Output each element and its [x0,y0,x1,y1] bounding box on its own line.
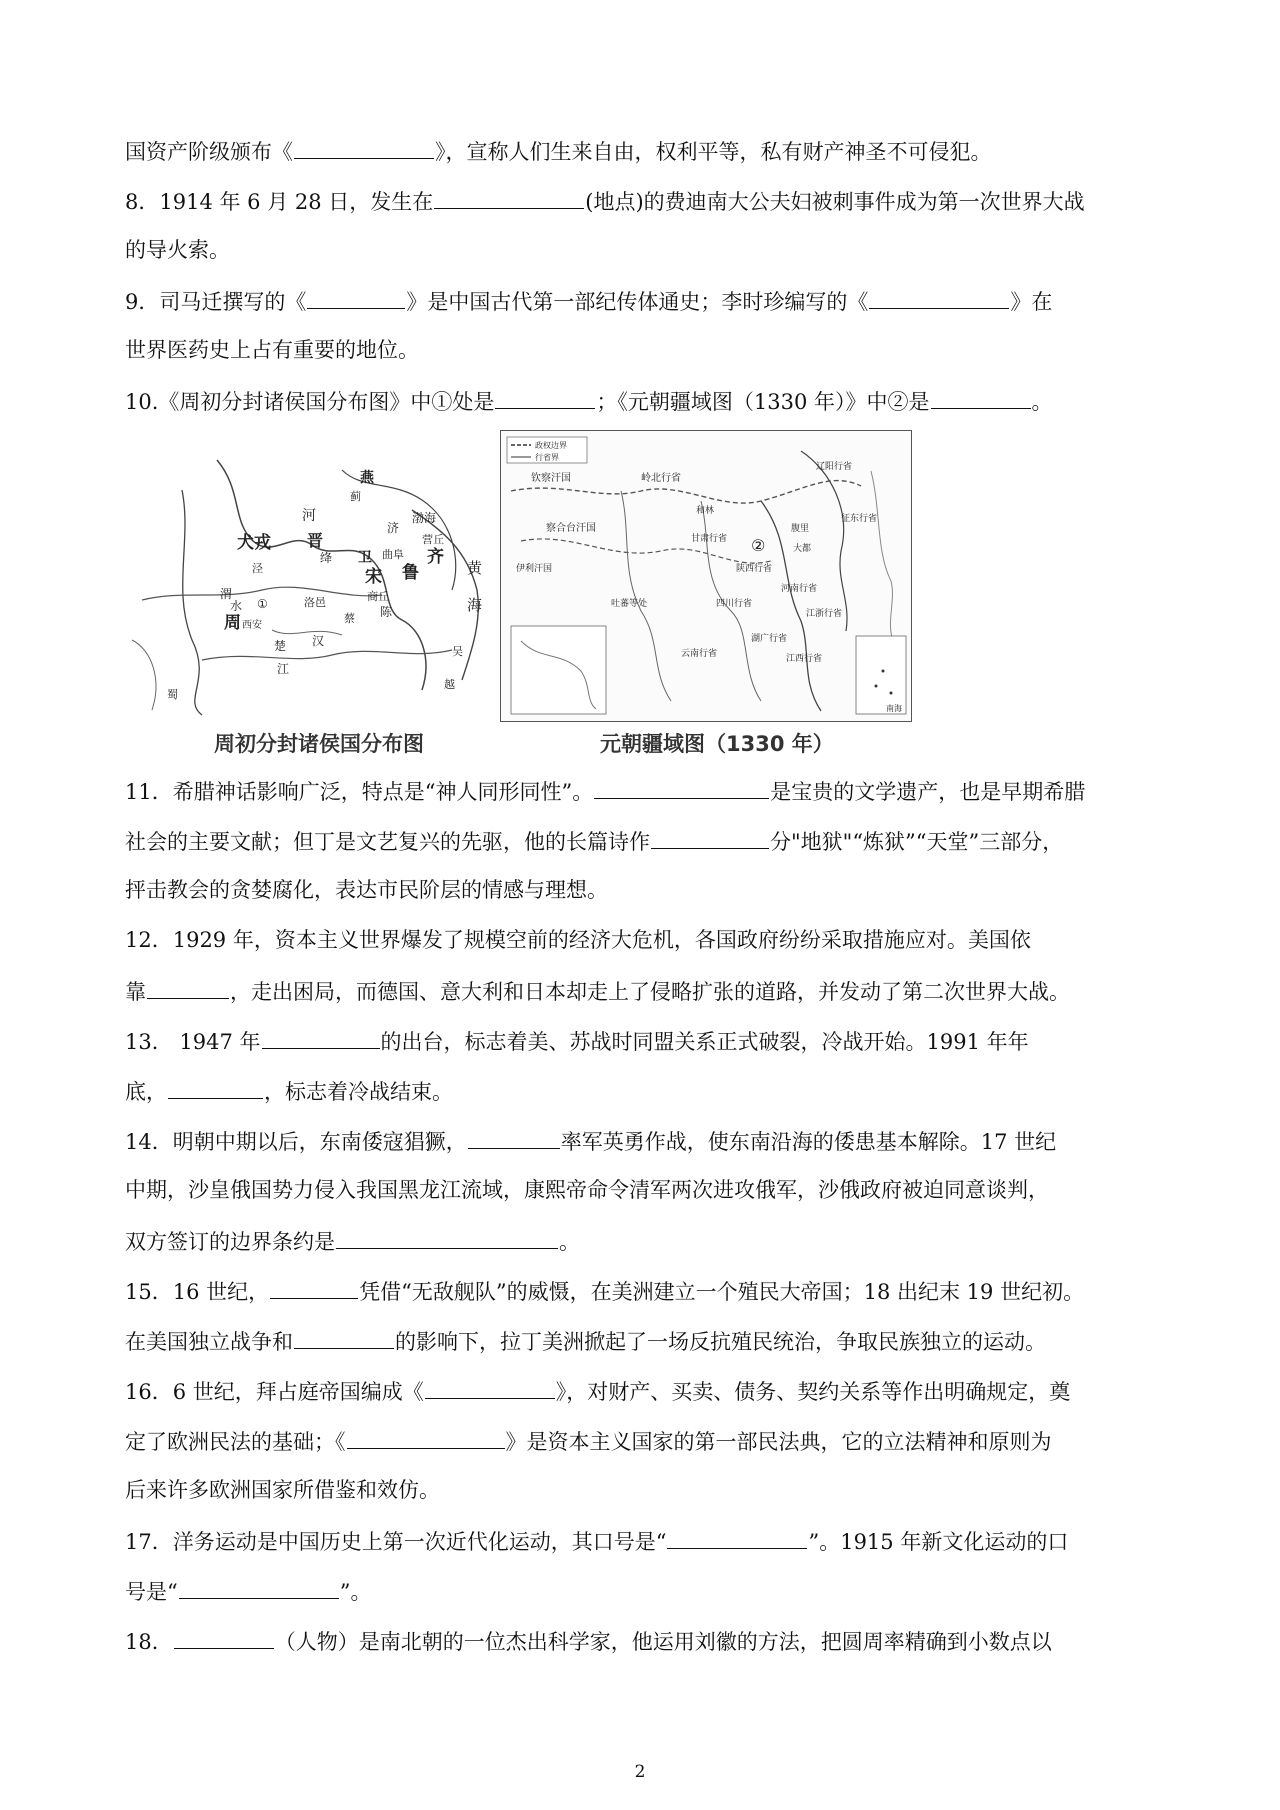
answer-blank[interactable] [336,1230,558,1249]
answer-blank[interactable] [667,1530,807,1549]
text-line [125,1230,580,1253]
yuan-map-label: 四川行省 [716,599,753,609]
text-segment: 》是中国古代第一部纪传体通史；李时珍编写的《 [406,290,869,314]
zhou-map-label: 黄 [467,559,483,577]
zhou-map-label: 楚 [274,639,287,653]
text-segment: 的影响下，拉丁美洲掀起了一场反抗殖民统治，争取民族独立的运动。 [395,1330,1046,1354]
text-line [125,1630,1052,1653]
yuan-map-label: 甘肃行省 [691,534,728,544]
text-segment: 后来许多欧洲国家所借鉴和效仿。 [125,1478,440,1502]
text-line [125,1430,1052,1453]
yuan-map-label: 江西行省 [786,654,823,664]
zhou-map-label: 渤海 [412,511,437,525]
text-segment: 。 [1031,390,1053,414]
zhou-map-drawing [122,450,490,720]
answer-blank[interactable] [270,1280,358,1299]
text-segment: 》，对财产、买卖、债务、契约关系等作出明确规定，奠 [555,1380,1071,1404]
text-segment: 16．6 世纪，拜占庭帝国编成《 [125,1380,424,1404]
zhou-map-label: 周 [224,613,241,633]
yuan-map-label: 湖广行省 [751,634,788,644]
zhou-map-label: 曲阜 [382,548,404,561]
answer-blank[interactable] [307,290,405,309]
text-segment: ，走出困局，而德国、意大利和日本却走上了侵略扩张的道路，并发动了第二次世界大战。 [230,980,1070,1004]
yuan-legend-item: 行省界 [535,453,559,462]
answer-blank[interactable] [594,780,769,799]
zhou-map-label: 渭 [220,587,233,601]
text-segment: 14．明朝中期以后，东南倭寇猖獗， [125,1130,467,1154]
answer-blank[interactable] [468,1130,560,1149]
text-line [125,780,1085,803]
text-segment: 》，宣称人们生来自由，权利平等，私有财产神圣不可侵犯。 [435,140,992,164]
text-line [125,1380,1070,1403]
text-segment: 在美国独立战争和 [125,1330,293,1354]
yuan-map-drawing [501,431,911,721]
zhou-map-label: 绛 [320,551,333,565]
answer-blank[interactable] [434,190,584,209]
zhou-map-label: 晋 [307,531,324,550]
yuan-map-label: 察合台汗国 [546,523,596,534]
zhou-map-label: 宋 [365,567,382,587]
text-segment: 10.《周初分封诸侯国分布图》中①处是 [125,390,495,414]
yuan-map-label: 江浙行省 [806,609,843,619]
zhou-map-label: 齐 [427,547,444,567]
text-line [125,1530,1068,1553]
zhou-map-label: 泾 [252,562,263,575]
answer-blank[interactable] [931,390,1031,409]
yuan-map-label: 和林 [696,506,715,516]
text-line [125,1180,1049,1201]
zhou-map-label: 蔡 [344,612,355,625]
text-line [125,1580,372,1603]
yuan-map-label: 辽阳行省 [816,462,853,472]
text-segment: 分"地狱"“炼狱”“天堂”三部分， [770,830,1064,854]
zhou-map-label: 鲁 [402,563,419,583]
yuan-map-label: 河南行省 [781,584,818,594]
text-segment: 》在 [1010,290,1053,314]
zhou-map-label: 济 [387,521,400,535]
text-segment: 抨击教会的贪婪腐化，表达市民阶层的情感与理想。 [125,878,608,902]
zhou-map-label: 蜀 [167,688,178,701]
text-line [125,290,1052,313]
answer-blank[interactable] [294,140,434,159]
zhou-map-label: 卫 [358,550,372,566]
zhou-map-label: 海 [467,596,483,614]
answer-blank[interactable] [347,1430,505,1449]
text-segment: 。 [559,1230,580,1254]
yuan-map-label: 伊利汗国 [516,564,553,574]
text-segment: 17．洋务运动是中国历史上第一次近代化运动，其口号是“ [125,1530,667,1554]
yuan-map-label: 陕西行省 [736,564,773,574]
answer-blank[interactable] [651,830,769,849]
text-line [125,1030,1029,1053]
zhou-map-label: 江 [277,662,290,676]
text-line [125,1330,1046,1353]
text-line [125,980,1070,1003]
yuan-territory-map [500,430,912,722]
answer-blank[interactable] [174,1630,274,1649]
zhou-map-label: 越 [444,678,455,691]
text-line [125,1130,1056,1153]
text-segment: 双方签订的边界条约是 [125,1230,335,1254]
text-line [125,190,1085,213]
text-segment: ；《元朝疆域图（1330 年）》中②是 [596,390,930,414]
text-segment: 底， [125,1080,167,1104]
zhou-map-label: 商丘 [367,590,389,603]
text-line [125,390,1053,413]
text-segment: 定了欧洲民法的基础；《 [125,1430,346,1454]
yuan-map-caption: 元朝疆域图（1330 年） [600,732,834,756]
text-segment: ，标志着冷战结束。 [264,1080,453,1104]
text-segment: （人物）是南北朝的一位杰出科学家，他运用刘徽的方法，把圆周率精确到小数点以 [274,1630,1052,1654]
text-segment: 靠 [125,980,146,1004]
zhou-map-label: 汉 [312,634,325,648]
answer-blank[interactable] [294,1330,394,1349]
text-line [125,1280,1084,1303]
answer-blank[interactable] [425,1380,555,1399]
answer-blank[interactable] [869,290,1009,309]
yuan-map-label: 征东行省 [841,514,878,524]
zhou-map-label: 水 [230,599,243,613]
text-line [125,340,419,361]
zhou-map-label: 吴 [452,645,463,658]
map-figures [122,430,922,760]
text-segment: 凭借“无敌舰队”的威慑，在美洲建立一个殖民大帝国；18 出纪末 19 世纪初。 [359,1280,1085,1304]
yuan-map-label: 腹里 [791,524,810,534]
answer-blank[interactable] [168,1080,263,1099]
text-line [125,1480,440,1501]
answer-blank[interactable] [262,1030,380,1049]
zhou-map-label: 河 [302,508,316,524]
zhou-map-label: 犬戎 [237,533,271,553]
text-segment: 世界医药史上占有重要的地位。 [125,338,419,362]
text-line [125,1080,453,1103]
text-segment: 11．希腊神话影响广泛，特点是“神人同形同性”。 [125,780,594,804]
zhou-map-label: 营丘 [422,533,444,546]
text-segment: 国资产阶级颁布《 [125,140,293,164]
text-line [125,830,1063,853]
text-segment: (地点)的费迪南大公夫妇被刺事件成为第一次世界大战 [585,190,1085,214]
text-segment: 12．1929 年，资本主义世界爆发了规模空前的经济大危机，各国政府纷纷采取措施应对。美国依 [125,928,1031,952]
text-line [125,930,1031,951]
yuan-map-label: 云南行省 [681,649,718,659]
text-segment: 》是资本主义国家的第一部民法典，它的立法精神和原则为 [505,1430,1052,1454]
answer-blank[interactable] [147,980,229,999]
text-segment: 18． [125,1630,173,1654]
text-segment: 的出台，标志着美、苏战时同盟关系正式破裂，冷战开始。1991 年年 [380,1030,1029,1054]
text-segment: 社会的主要文献；但丁是文艺复兴的先驱，他的长篇诗作 [125,830,650,854]
text-segment: ”。 [339,1580,372,1604]
yuan-map-label: ② [751,536,766,555]
zhou-map-caption: 周初分封诸侯国分布图 [214,732,424,756]
zhou-map-label: 陈 [380,605,393,619]
zhou-map-label: 西安 [242,620,262,631]
text-segment: 号是“ [125,1580,178,1604]
text-segment: 8．1914 年 6 月 28 日，发生在 [125,190,434,214]
yuan-map-label: 钦察汗国 [531,473,571,484]
text-segment: 15．16 世纪， [125,1280,270,1304]
text-segment: 率军英勇作战，使东南沿海的倭患基本解除。17 世纪 [560,1130,1057,1154]
yuan-map-label: 岭北行省 [641,473,681,484]
text-segment: 9．司马迁撰写的《 [125,290,307,314]
text-line [125,240,230,261]
answer-blank[interactable] [179,1580,339,1599]
text-segment: 是宝贵的文学遗产，也是早期希腊 [770,780,1086,804]
zhou-map-label: 蓟 [350,490,361,503]
text-segment: 的导火索。 [125,238,230,262]
text-segment: 中期，沙皇俄国势力侵入我国黑龙江流域，康熙帝命令清军两次进攻俄军，沙俄政府被迫同意谈判， [125,1178,1049,1202]
text-segment: 13． 1947 年 [125,1030,261,1054]
text-line [125,140,992,163]
yuan-map-label: 吐蕃等处 [611,599,648,609]
yuan-legend-item: 政权边界 [535,441,567,450]
zhou-map-label: ① [257,597,268,611]
zhou-map-label: 洛邑 [304,596,326,609]
zhou-feudal-map [122,450,490,720]
text-segment: ”。1915 年新文化运动的口 [808,1530,1069,1554]
page-number: 2 [634,1762,646,1782]
answer-blank[interactable] [495,390,595,409]
text-line [125,880,608,901]
yuan-map-label: 南海 [886,704,902,713]
zhou-map-label: 燕 [360,470,374,486]
yuan-map-label: 大都 [793,544,812,554]
